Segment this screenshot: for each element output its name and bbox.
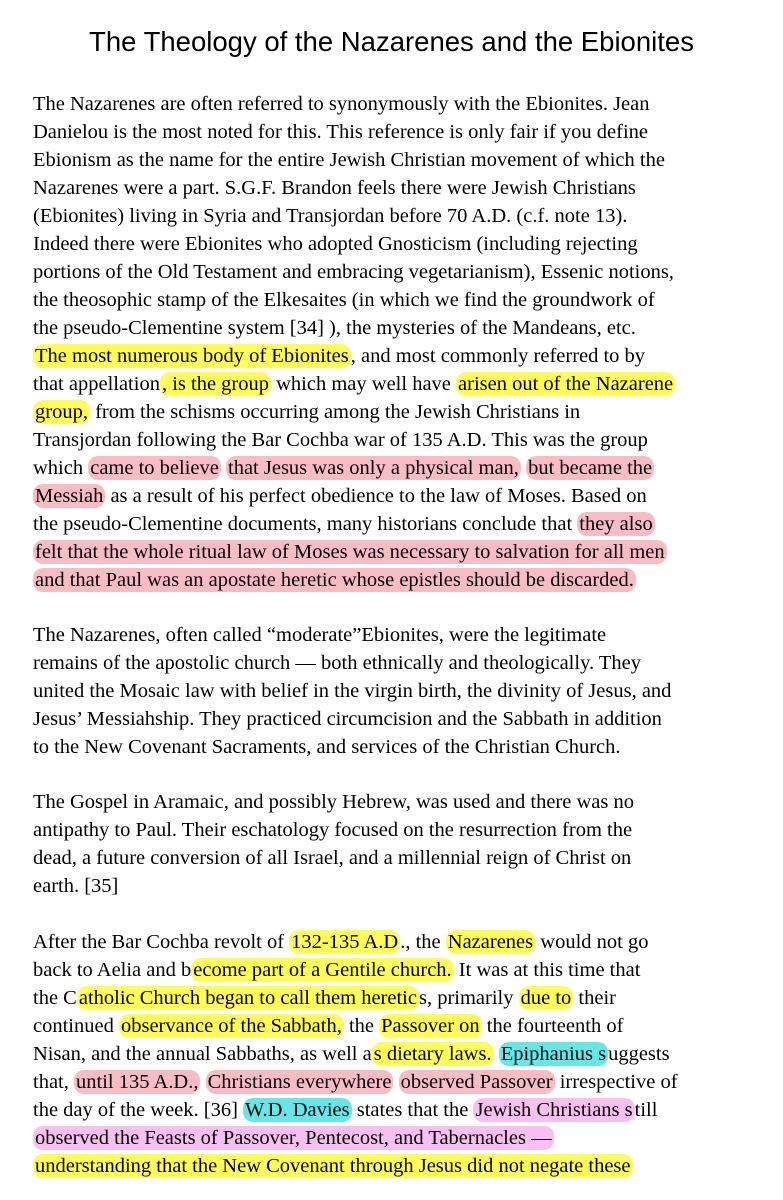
text-line: [33, 816, 632, 844]
page-title: The Theology of the Nazarenes and the Ebionites: [89, 26, 694, 57]
text-line: [33, 286, 655, 314]
text-line: [33, 705, 662, 733]
text-segment: till: [634, 1099, 658, 1121]
text-line: [33, 510, 655, 538]
text-segment: [494, 1043, 499, 1065]
text-line: [33, 426, 648, 454]
text-line: [33, 146, 665, 174]
text-line: [33, 677, 671, 705]
highlighted-text-pink: and that Paul was an apostate heretic whose epistles should be discarded.: [35, 569, 634, 591]
highlighted-text-magenta: observed the Feasts of Passover, Pentecost, and Tabernacles —: [35, 1127, 552, 1149]
text-segment: as a result of his perfect obedience to the law of Moses. Based on: [105, 485, 647, 507]
text-line: [33, 90, 650, 118]
text-segment: s, primarily: [418, 987, 519, 1009]
text-segment: Ebionism as the name for the entire Jewish Christian movement of which the: [33, 149, 665, 171]
text-line: [33, 649, 641, 677]
text-line: [33, 956, 640, 984]
text-segment: The Nazarenes are often referred to synonymously with the Ebionites. Jean: [33, 93, 650, 115]
text-line: [33, 1068, 678, 1096]
highlighted-text-yellow: arisen out of the Nazarene: [458, 373, 674, 395]
text-segment: united the Mosaic law with belief in the virgin birth, the divinity of Jesus, and: [33, 680, 672, 702]
text-segment: that,: [33, 1071, 74, 1093]
text-segment: After the Bar Cochba revolt of: [33, 931, 290, 953]
text-line: [33, 202, 627, 230]
text-segment: , and most commonly referred to by: [350, 345, 646, 367]
highlighted-text-yellow: understanding that the New Covenant through Jesus did not negate these: [35, 1155, 631, 1177]
text-line: [33, 1040, 670, 1068]
text-line: [33, 788, 634, 816]
text-segment: Danielou is the most noted for this. This reference is only fair if you define: [33, 121, 649, 143]
highlighted-text-pink: came to believe: [90, 457, 219, 479]
text-segment: from the schisms occurring among the Jewish Christians in: [89, 401, 581, 423]
text-segment: the theosophic stamp of the Elkesaites (in which we find the groundwork of: [33, 289, 655, 311]
text-line: [33, 872, 118, 900]
text-line: [33, 342, 645, 370]
text-segment: [200, 1071, 205, 1093]
text-line: [33, 844, 631, 872]
text-segment: states that the: [351, 1099, 474, 1121]
text-segment: which may well have: [271, 373, 457, 395]
text-line: [33, 566, 636, 594]
highlighted-text-pink: observed Passover: [400, 1071, 553, 1093]
text-segment: back to Aelia and b: [33, 959, 192, 981]
text-segment: the day of the week. [36]: [33, 1099, 244, 1121]
highlighted-text-yellow: atholic Church began to call them heretic: [78, 987, 417, 1009]
text-line: [33, 174, 636, 202]
text-line: [33, 314, 636, 342]
text-line: [33, 733, 621, 761]
highlighted-text-yellow: s dietary laws.: [373, 1043, 492, 1065]
highlighted-text-yellow: , is the group: [161, 373, 269, 395]
text-line: [33, 1152, 633, 1180]
text-segment: uggests: [608, 1043, 670, 1065]
text-segment: Transjordan following the Bar Cochba war of 135 A.D. This was the group: [33, 429, 648, 451]
text-segment: irrespective of: [554, 1071, 678, 1093]
text-segment: antipathy to Paul. Their eschatology focused on the resurrection from the: [33, 819, 633, 841]
text-line: [33, 1096, 657, 1124]
highlighted-text-pink: felt that the whole ritual law of Moses was necessary to salvation for all men: [35, 541, 665, 563]
text-segment: dead, a future conversion of all Israel, and a millennial reign of Christ on: [33, 847, 632, 869]
highlighted-text-pink: Christians everywhere: [207, 1071, 392, 1093]
text-segment: Indeed there were Ebionites who adopted Gnosticism (including rejecting: [33, 233, 638, 255]
text-segment: their: [573, 987, 616, 1009]
highlighted-text-pink: but became the: [528, 457, 653, 479]
text-line: [33, 370, 675, 398]
text-segment: the pseudo-Clementine system [34] ), the mysteries of the Mandeans, etc.: [33, 317, 636, 339]
text-segment: It was at this time that: [453, 959, 641, 981]
text-segment: the: [343, 1015, 380, 1037]
highlighted-text-pink: until 135 A.D.,: [76, 1071, 199, 1093]
highlighted-text-yellow: Passover on: [381, 1015, 480, 1037]
highlighted-text-yellow: observance of the Sabbath,: [120, 1015, 342, 1037]
highlighted-text-yellow: due to: [520, 987, 572, 1009]
highlighted-text-yellow: The most numerous body of Ebionites: [35, 345, 349, 367]
text-segment: continued: [33, 1015, 119, 1037]
highlighted-text-yellow: Nazarenes: [447, 931, 534, 953]
text-segment: Jesus’ Messiahship. They practiced circumcision and the Sabbath in addition: [33, 708, 662, 730]
text-segment: the pseudo-Clementine documents, many historians conclude that: [33, 513, 578, 535]
text-segment: The Nazarenes, often called “moderate”Ebionites, were the legitimate: [33, 624, 607, 646]
highlighted-text-yellow: group,: [35, 401, 88, 423]
text-segment: Nazarenes were a part. S.G.F. Brandon feels there were Jewish Christians: [33, 177, 636, 199]
text-segment: The Gospel in Aramaic, and possibly Hebrew, was used and there was no: [33, 791, 634, 813]
text-segment: to the New Covenant Sacraments, and services of the Christian Church.: [33, 736, 621, 758]
text-line: [33, 258, 674, 286]
text-line: [33, 482, 647, 510]
text-line: [33, 538, 667, 566]
highlighted-text-cyan: Epiphanius s: [500, 1043, 607, 1065]
text-segment: which: [33, 457, 89, 479]
text-line: [33, 118, 648, 146]
text-segment: ., the: [400, 931, 446, 953]
text-segment: the fourteenth of: [481, 1015, 624, 1037]
text-line: [33, 1124, 554, 1152]
text-line: [33, 984, 616, 1012]
highlighted-text-magenta: Jewish Christians s: [475, 1099, 633, 1121]
highlighted-text-yellow: 132-135 A.D: [291, 931, 399, 953]
highlighted-text-pink: that Jesus was only a physical man,: [228, 457, 519, 479]
text-line: [33, 621, 606, 649]
highlighted-text-pink: Messiah: [35, 485, 104, 507]
text-segment: the C: [33, 987, 77, 1009]
text-line: [33, 398, 580, 426]
text-segment: Nisan, and the annual Sabbaths, as well a: [33, 1043, 372, 1065]
highlighted-text-yellow: ecome part of a Gentile church.: [193, 959, 452, 981]
highlighted-text-cyan: W.D. Davies: [245, 1099, 350, 1121]
text-line: [33, 928, 648, 956]
text-segment: portions of the Old Testament and embracing vegetarianism), Essenic notions,: [33, 261, 674, 283]
text-segment: would not go: [535, 931, 649, 953]
text-segment: remains of the apostolic church — both ethnically and theologically. They: [33, 652, 641, 674]
text-segment: (Ebionites) living in Syria and Transjordan before 70 A.D. (c.f. note 13).: [33, 205, 628, 227]
text-line: [33, 230, 638, 258]
highlighted-text-pink: they also: [579, 513, 653, 535]
text-line: [33, 454, 654, 482]
text-line: [33, 1012, 623, 1040]
text-segment: [393, 1071, 398, 1093]
text-segment: that appellation: [33, 373, 160, 395]
text-segment: earth. [35]: [33, 875, 119, 897]
